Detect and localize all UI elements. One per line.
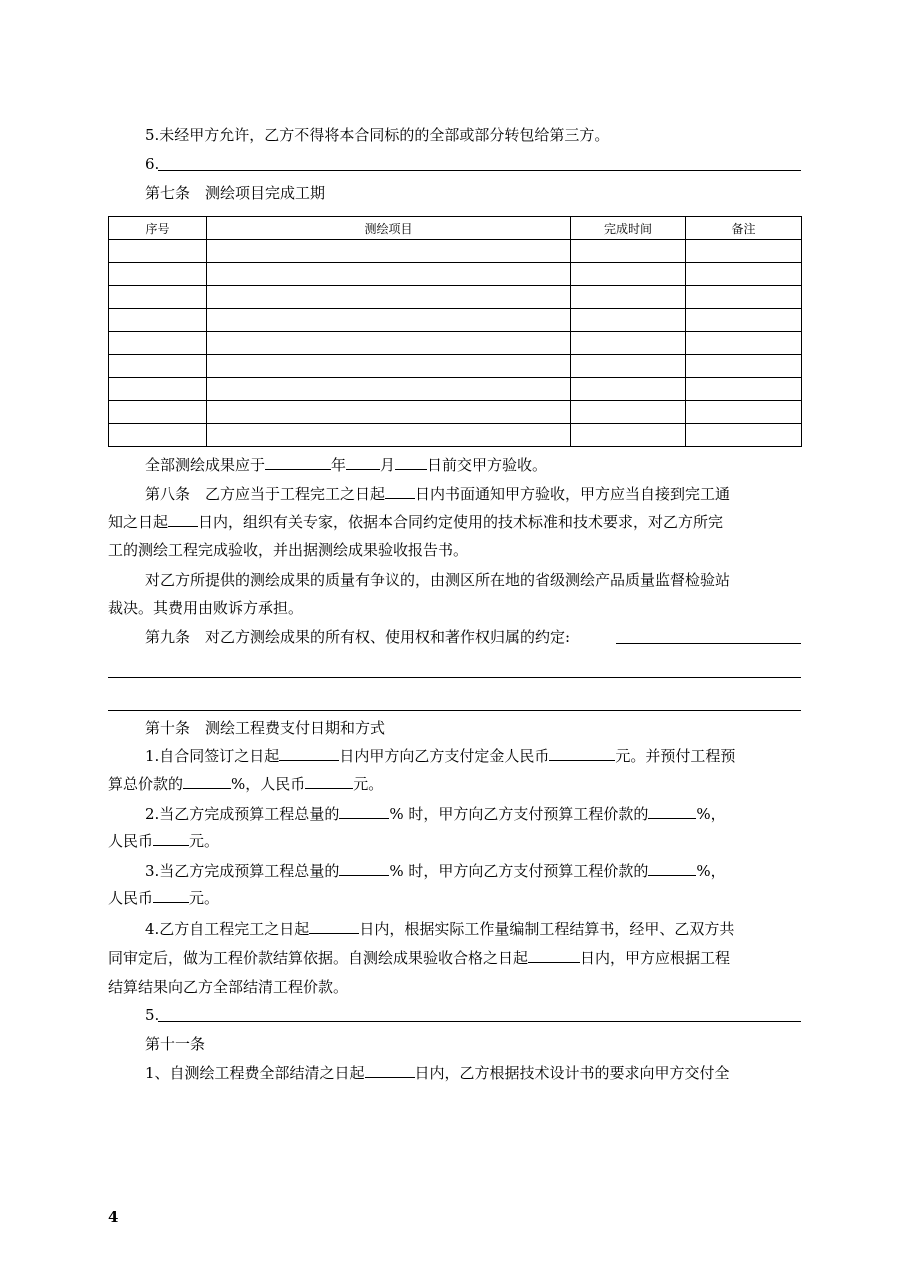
table-cell [686,286,802,309]
table-cell [109,401,207,424]
fill-line [108,710,801,711]
table-cell [207,309,571,332]
article-10-p2-line-2: 人民币 元。 [108,832,220,850]
clause-7-5: 5.未经甲方允许，乙方不得将本合同标的的全部或部分转包给第三方。 [145,126,610,144]
fill-line [158,170,801,171]
blank-field [309,919,359,934]
article-10-p4-line-1: 4.乙方自工程完工之日起 日内，根据实际工作量编制工程结算书，经甲、乙双方共 [145,920,735,938]
table-cell [686,355,802,378]
table-row [109,424,802,447]
table-row [109,401,802,424]
header-time: 完成时间 [571,217,686,240]
table-cell [686,263,802,286]
table-cell [571,378,686,401]
table-cell [571,424,686,447]
table-row [109,332,802,355]
table-cell [109,286,207,309]
table-cell [207,286,571,309]
table-cell [571,240,686,263]
table-cell [109,378,207,401]
article-8-line-4: 对乙方所提供的测绘成果的质量有争议的，由测区所在地的省级测绘产品质量监督检验站 [145,571,731,589]
table-row [109,263,802,286]
blank-field [153,831,189,846]
blank-days [168,512,198,527]
table-cell [207,355,571,378]
article-10-p5: 5. [145,1006,160,1024]
table-cell [109,424,207,447]
header-index: 序号 [109,217,207,240]
article-8-line-2: 知之日起 日内，组织有关专家，依据本合同约定使用的技术标准和技术要求，对乙方所完 [108,513,724,531]
table-cell [207,378,571,401]
table-cell [207,240,571,263]
article-11-p1: 1、自测绘工程费全部结清之日起 日内，乙方根据技术设计书的要求向甲方交付全 [145,1064,730,1082]
blank-day [395,455,427,470]
blank-field [305,774,353,789]
blank-days [385,484,415,499]
blank-month [346,455,380,470]
table-cell [207,401,571,424]
table-cell [686,424,802,447]
table-cell [109,240,207,263]
fill-line [108,677,801,678]
blank-field [365,1063,415,1078]
blank-year [265,455,331,470]
fill-line [616,643,801,644]
article-11-title: 第十一条 [145,1035,206,1053]
table-cell [109,263,207,286]
article-9-line: 第九条 对乙方测绘成果的所有权、使用权和著作权归属的约定: [145,628,571,646]
table-cell [571,332,686,355]
article-10-p2-line-1: 2.当乙方完成预算工程总量的 % 时，甲方向乙方支付预算工程价款的 %， [145,805,726,823]
blank-field [648,804,696,819]
header-remark: 备注 [686,217,802,240]
article-8-line-1: 第八条 乙方应当于工程完工之日起 日内书面通知甲方验收，甲方应当自接到完工通 [145,485,731,503]
table-cell [686,309,802,332]
article-10-title: 第十条 测绘工程费支付日期和方式 [145,719,386,737]
article-10-p4-line-2: 同审定后，做为工程价款结算依据。自测绘成果验收合格之日起 日内，甲方应根据工程 [108,949,731,967]
table-row [109,240,802,263]
table-row [109,309,802,332]
table-cell [571,263,686,286]
blank-field [339,861,389,876]
fill-line [158,1021,801,1022]
table-cell [686,378,802,401]
table-cell [686,240,802,263]
table-cell [109,309,207,332]
blank-field [153,888,189,903]
article-10-p1-line-2: 算总价款的 %，人民币 元。 [108,775,384,793]
table-cell [109,332,207,355]
table-cell [207,424,571,447]
blank-field [339,804,389,819]
page-number: 4 [108,1208,119,1226]
table-cell [571,309,686,332]
blank-field [549,746,615,761]
table-cell [686,332,802,355]
table-row [109,286,802,309]
table-cell [109,355,207,378]
table-cell [571,401,686,424]
article-8-line-5: 裁决。其费用由败诉方承担。 [108,599,304,617]
blank-field [648,861,696,876]
blank-field [528,948,580,963]
table-cell [571,286,686,309]
table-cell [571,355,686,378]
schedule-table [108,216,802,447]
blank-field [183,774,231,789]
article-10-p4-line-3: 结算结果向乙方全部结清工程价款。 [108,978,349,996]
article-10-p3-line-2: 人民币 元。 [108,889,220,907]
table-cell [686,401,802,424]
table-row [109,355,802,378]
article-7-title: 第七条 测绘项目完成工期 [145,184,326,202]
article-10-p3-line-1: 3.当乙方完成预算工程总量的 % 时，甲方向乙方支付预算工程价款的 %， [145,862,726,880]
article-10-p1-line-1: 1.自合同签订之日起 日内甲方向乙方支付定金人民币 元。并预付工程预 [145,747,736,765]
table-cell [207,263,571,286]
table-row [109,378,802,401]
table-header-row [109,217,802,240]
header-item: 测绘项目 [207,217,571,240]
clause-7-6: 6. [145,155,160,173]
table-cell [207,332,571,355]
article-8-line-3: 工的测绘工程完成验收，并出据测绘成果验收报告书。 [108,541,469,559]
blank-field [279,746,339,761]
deadline-line: 全部测绘成果应于 年 月 日前交甲方验收。 [145,456,548,474]
